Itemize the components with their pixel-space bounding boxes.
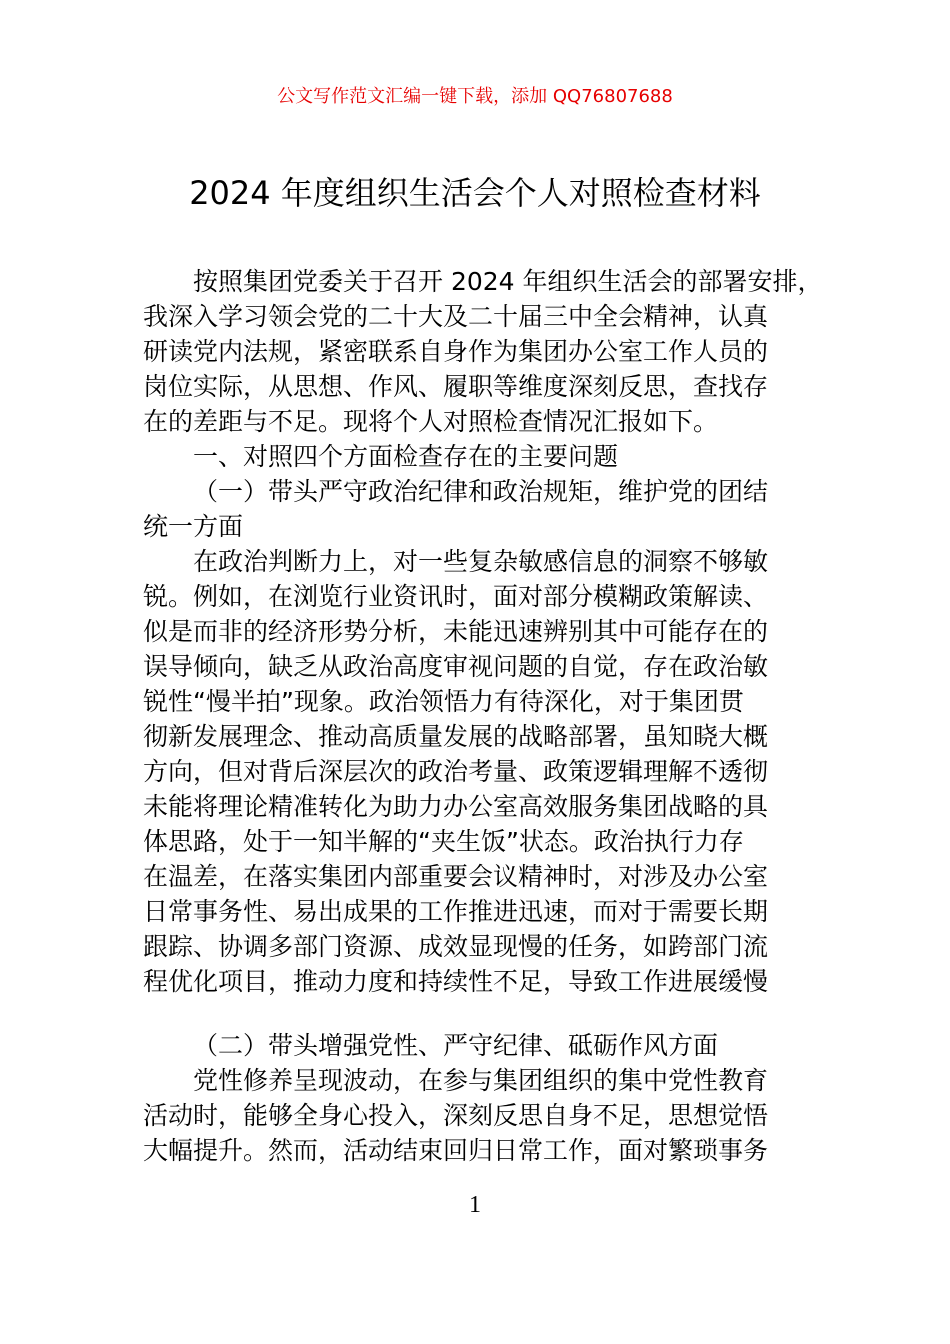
page-number: 1 xyxy=(469,1192,481,1218)
section-heading: 一、对照四个方面检查存在的主要问题 xyxy=(193,442,619,471)
text-line: 研读党内法规，紧密联系自身作为集团办公室工作人员的 xyxy=(143,337,769,366)
promo-header: 公文写作范文汇编一键下载，添加 QQ76807688 xyxy=(277,86,673,107)
text-line: 在的差距与不足。现将个人对照检查情况汇报如下。 xyxy=(143,407,719,436)
text-line: 岗位实际，从思想、作风、履职等维度深刻反思，查找存 xyxy=(143,372,769,401)
text-line: 锐。例如，在浏览行业资讯时，面对部分模糊政策解读、 xyxy=(143,582,769,611)
text-line: 在政治判断力上，对一些复杂敏感信息的洞察不够敏 xyxy=(193,547,769,576)
text-line: 体思路，处于一知半解的“夹生饭”状态。政治执行力存 xyxy=(143,827,744,856)
body-section-1 xyxy=(143,264,823,999)
text-line: 党性修养呈现波动，在参与集团组织的集中党性教育 xyxy=(193,1066,769,1095)
text-line: 跟踪、协调多部门资源、成效显现慢的任务，如跨部门流 xyxy=(143,932,769,961)
text-line: 活动时，能够全身心投入，深刻反思自身不足，思想觉悟 xyxy=(143,1101,769,1130)
text-line: 程优化项目，推动力度和持续性不足，导致工作进展缓慢 xyxy=(143,967,769,996)
text-line: 锐性“慢半拍”现象。政治领悟力有待深化，对于集团贯 xyxy=(143,687,744,716)
body-section-2 xyxy=(143,1028,807,1168)
text-line: 按照集团党委关于召开 2024 年组织生活会的部署安排， xyxy=(193,267,823,296)
text-line: 似是而非的经济形势分析，未能迅速辨别其中可能存在的 xyxy=(143,617,769,646)
text-line: 彻新发展理念、推动高质量发展的战略部署，虽知晓大概 xyxy=(143,722,769,751)
subsection-heading-cont: 统一方面 xyxy=(143,512,244,541)
subsection-heading: （一）带头严守政治纪律和政治规矩，维护党的团结 xyxy=(193,477,769,506)
text-line: 在温差，在落实集团内部重要会议精神时，对涉及办公室 xyxy=(143,862,769,891)
text-line: 大幅提升。然而，活动结束回归日常工作，面对繁琐事务 xyxy=(143,1136,769,1165)
text-line: 未能将理论精准转化为助力办公室高效服务集团战略的具 xyxy=(143,792,769,821)
text-line: 日常事务性、易出成果的工作推进迅速，而对于需要长期 xyxy=(143,897,769,926)
subsection-heading: （二）带头增强党性、严守纪律、砥砺作风方面 xyxy=(193,1031,719,1060)
text-line: 我深入学习领会党的二十大及二十届三中全会精神，认真 xyxy=(143,302,769,331)
text-line: 方向，但对背后深层次的政治考量、政策逻辑理解不透彻 xyxy=(143,757,769,786)
text-line: 误导倾向，缺乏从政治高度审视问题的自觉，存在政治敏 xyxy=(143,652,769,681)
document-title: 2024 年度组织生活会个人对照检查材料 xyxy=(189,174,761,212)
